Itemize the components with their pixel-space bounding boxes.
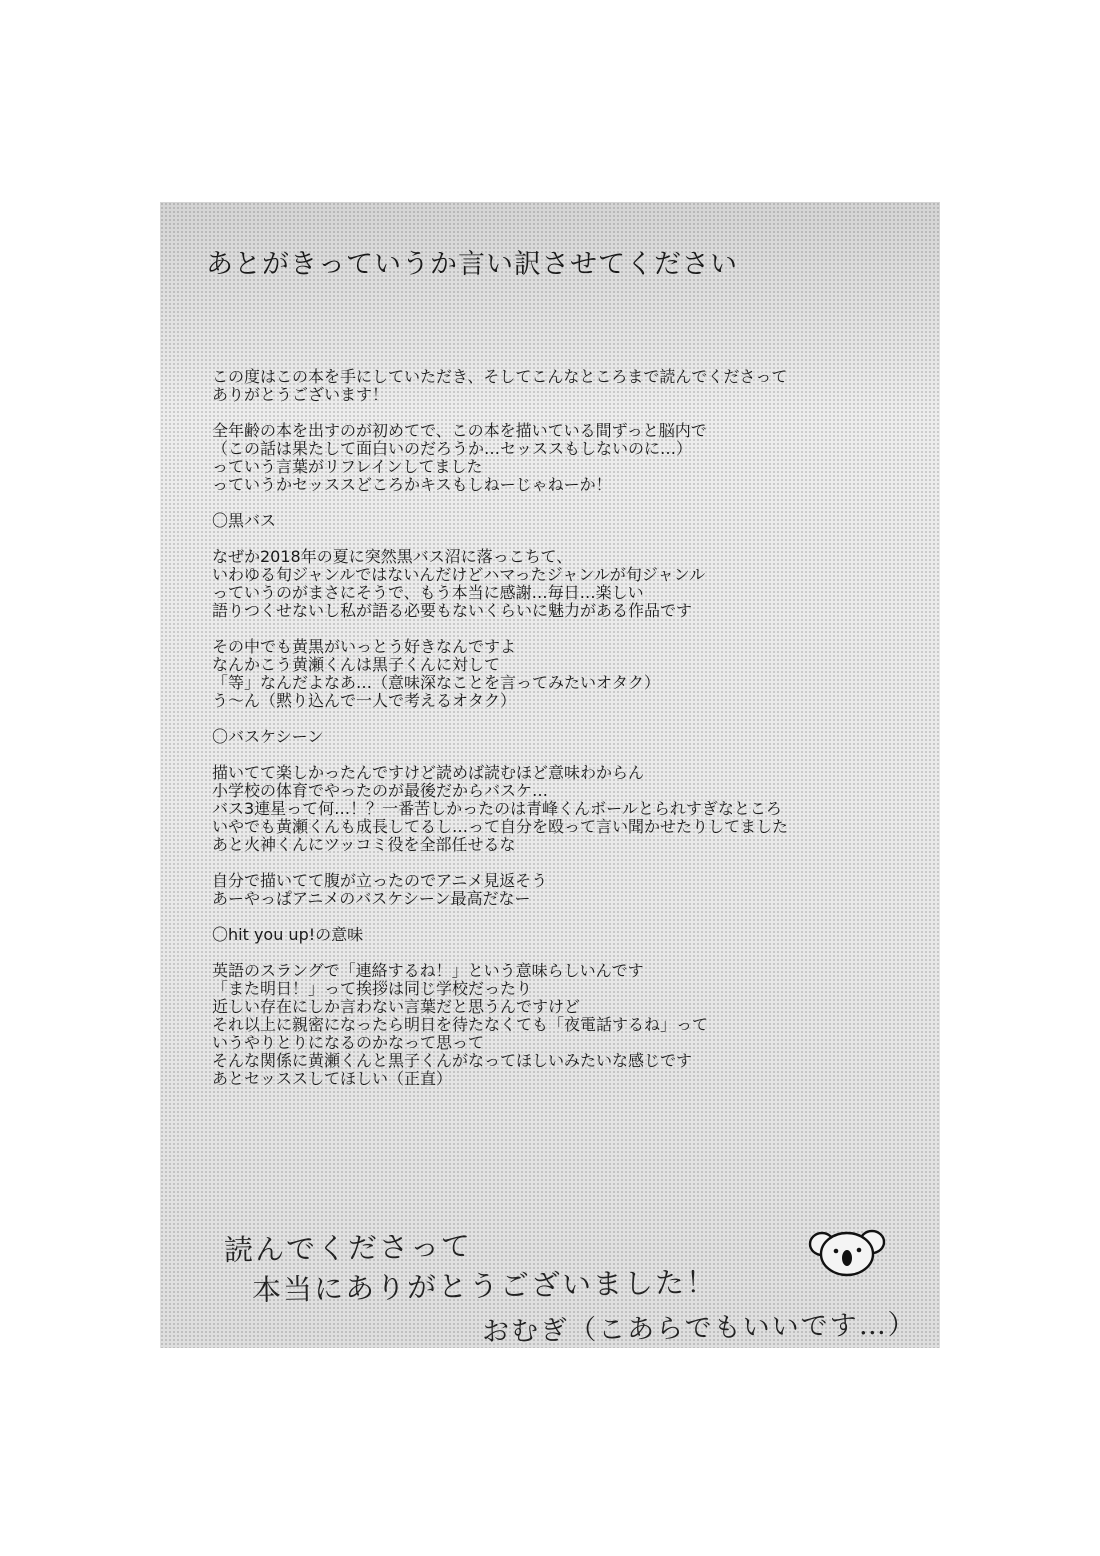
- section-body: [212, 764, 912, 908]
- text-line: 「また明日！」って挨拶は同じ学校だったり: [212, 979, 533, 998]
- text-line: いやでも黄瀬くんも成長してるし…って自分を殴って言い聞かせたりしてました: [212, 817, 789, 836]
- page-title: あとがきっていうか言い訳させてください: [206, 249, 738, 280]
- intro-paragraph-1: [212, 368, 912, 404]
- section-kurobas: [212, 512, 912, 710]
- text-line: あと火神くんにツッコミ役を全部任せるな: [212, 835, 516, 854]
- section-body: [212, 548, 912, 710]
- text-line: あとセッススしてほしい（正直）: [212, 1069, 453, 1088]
- text-line: 「等」なんだよなあ…（意味深なことを言ってみたいオタク）: [212, 673, 661, 692]
- text-line: っていう言葉がリフレインしてました: [212, 457, 483, 476]
- text-line: 小学校の体育でやったのが最後だからバスケ…: [212, 781, 549, 800]
- section-hit-you-up: [212, 926, 912, 1088]
- text-line: いわゆる旬ジャンルではないんだけどハマったジャンルが旬ジャンル: [212, 565, 706, 584]
- text-line: 英語のスラングで「連絡するね！」という意味らしいんです: [212, 961, 644, 980]
- text-line: う〜ん（黙り込んで一人で考えるオタク）: [212, 691, 517, 710]
- section-paragraph: [212, 638, 912, 710]
- section-heading: 〇黒バス: [212, 511, 277, 530]
- text-line: 自分で描いてて腹が立ったのでアニメ見返そう: [212, 871, 548, 890]
- koala-icon: [808, 1222, 888, 1282]
- text-line: この度はこの本を手にしていただき、そしてこんなところまで読んでくださって: [212, 367, 788, 386]
- text-line: なぜか2018年の夏に突然黒バス沼に落っこちて、: [212, 547, 573, 566]
- text-line: 全年齢の本を出すのが初めてで、この本を描いている間ずっと脳内で: [212, 421, 707, 440]
- intro: [212, 368, 912, 494]
- handwritten-thanks-line-1: 読んでくださって: [223, 1228, 473, 1268]
- text-line: 描いてて楽しかったんですけど読めば読むほど意味わからん: [212, 763, 645, 782]
- text-line: あーやっぱアニメのバスケシーン最高だなー: [212, 889, 531, 908]
- text-line: いうやりとりになるのかなって思って: [212, 1033, 485, 1052]
- afterword-page: [160, 202, 940, 1348]
- text-line: 近しい存在にしか言わない言葉だと思うんですけど: [212, 997, 581, 1016]
- intro-paragraph-2: [212, 422, 912, 494]
- handwritten-signature: おむぎ（こあらでもいいです…）: [481, 1309, 918, 1348]
- text-line: （この話は果たして面白いのだろうか…セッススもしないのに…）: [212, 439, 693, 458]
- text-line: そんな関係に黄瀬くんと黒子くんがなってほしいみたいな感じです: [212, 1051, 693, 1070]
- section-body: [212, 962, 912, 1088]
- text-line: 語りつくせないし私が語る必要もないくらいに魅力がある作品です: [212, 601, 693, 620]
- section-paragraph: [212, 548, 912, 620]
- section-heading: 〇バスケシーン: [212, 727, 324, 746]
- section-paragraph: [212, 764, 912, 854]
- section-paragraph: [212, 872, 912, 908]
- section-basketball-scenes: [212, 728, 912, 908]
- text-line: その中でも黄黒がいっとう好きなんですよ: [212, 637, 517, 656]
- text-line: っていうのがまさにそうで、もう本当に感謝…毎日…楽しい: [212, 583, 644, 602]
- handwritten-thanks-line-2: 本当にありがとうございました！: [251, 1264, 718, 1308]
- section-heading: 〇hit you up!の意味: [212, 925, 364, 944]
- text-line: っていうかセッススどころかキスもしねーじゃねーか！: [212, 475, 612, 494]
- section-paragraph: [212, 962, 912, 1088]
- text-line: なんかこう黄瀬くんは黒子くんに対して: [212, 655, 501, 674]
- text-line: バス3連星って何…！？一番苦しかったのは青峰くんボールとられすぎなところ: [212, 799, 782, 818]
- text-line: ありがとうございます！: [212, 385, 389, 404]
- text-line: それ以上に親密になったら明日を待たなくても「夜電話するね」って: [212, 1015, 709, 1034]
- afterword-body: [212, 368, 912, 1106]
